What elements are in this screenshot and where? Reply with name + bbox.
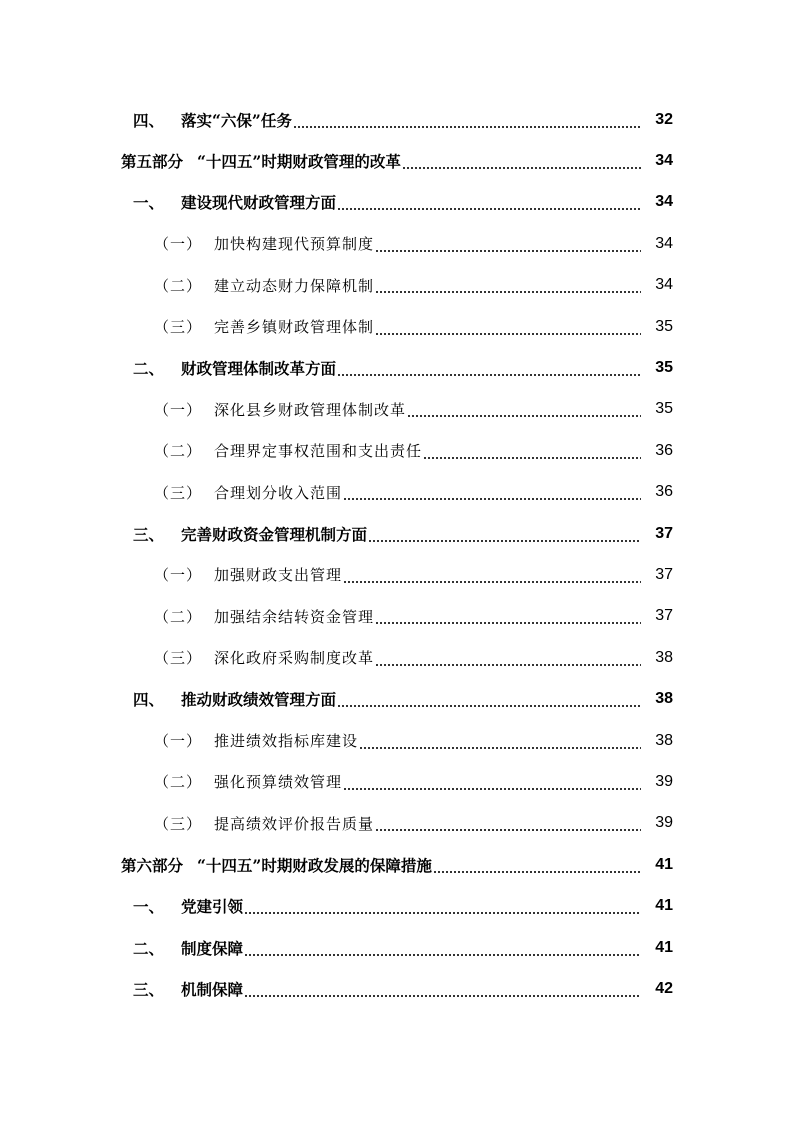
toc-entry-title: 党建引领 bbox=[181, 897, 244, 917]
toc-entry[interactable] bbox=[0, 720, 793, 761]
toc-entry-number: 四、 bbox=[133, 110, 165, 130]
toc-entry[interactable] bbox=[0, 347, 793, 388]
toc-entry-number: （一） bbox=[154, 400, 203, 419]
toc-entry-page: 41 bbox=[655, 855, 673, 873]
toc-entry[interactable] bbox=[0, 844, 793, 885]
toc-entry-title: 合理划分收入范围 bbox=[214, 483, 343, 502]
dot-leader bbox=[402, 156, 641, 170]
toc-entry-page: 34 bbox=[655, 193, 673, 211]
toc-entry[interactable] bbox=[0, 678, 793, 719]
toc-entry-number: 四、 bbox=[133, 690, 165, 710]
dot-leader bbox=[375, 653, 641, 667]
toc-entry-title: “十四五”时期财政发展的保障措施 bbox=[197, 855, 432, 875]
toc-entry-number: （三） bbox=[154, 814, 203, 833]
toc-entry[interactable] bbox=[0, 927, 793, 968]
dot-leader bbox=[375, 280, 641, 294]
toc-entry-number: （一） bbox=[154, 732, 203, 751]
toc-entry-number: 第五部分 bbox=[121, 152, 184, 172]
table-of-contents bbox=[0, 99, 793, 1010]
toc-entry-page: 35 bbox=[655, 359, 673, 377]
dot-leader bbox=[375, 611, 641, 625]
toc-entry-number: 二、 bbox=[133, 938, 165, 958]
toc-entry-title: 加强结余结转资金管理 bbox=[214, 607, 375, 626]
toc-entry-number: 一、 bbox=[133, 193, 165, 213]
toc-entry[interactable] bbox=[0, 637, 793, 678]
toc-entry-page: 34 bbox=[655, 234, 673, 252]
toc-entry[interactable] bbox=[0, 140, 793, 181]
toc-entry-title: 建设现代财政管理方面 bbox=[181, 193, 337, 213]
toc-entry-number: （三） bbox=[154, 318, 203, 337]
toc-entry[interactable] bbox=[0, 223, 793, 264]
toc-entry-page: 36 bbox=[655, 441, 673, 459]
toc-entry-title: 完善财政资金管理机制方面 bbox=[181, 524, 368, 544]
toc-entry-page: 42 bbox=[655, 979, 673, 997]
toc-entry-number: 二、 bbox=[133, 359, 165, 379]
toc-entry[interactable] bbox=[0, 472, 793, 513]
toc-entry-title: 机制保障 bbox=[181, 979, 244, 999]
toc-entry[interactable] bbox=[0, 430, 793, 471]
toc-entry-title: 财政管理体制改革方面 bbox=[181, 359, 337, 379]
toc-entry[interactable] bbox=[0, 389, 793, 430]
toc-entry-title: 强化预算绩效管理 bbox=[214, 773, 343, 792]
toc-entry-title: 落实“六保”任务 bbox=[181, 110, 292, 130]
toc-entry-page: 37 bbox=[655, 607, 673, 625]
dot-leader bbox=[375, 818, 641, 832]
toc-entry-page: 35 bbox=[655, 317, 673, 335]
toc-entry-title: 推进绩效指标库建设 bbox=[214, 732, 359, 751]
toc-entry-page: 34 bbox=[655, 152, 673, 170]
toc-entry-title: 加快构建现代预算制度 bbox=[214, 235, 375, 254]
dot-leader bbox=[423, 446, 641, 460]
dot-leader bbox=[433, 860, 641, 874]
toc-entry[interactable] bbox=[0, 968, 793, 1009]
toc-entry[interactable] bbox=[0, 265, 793, 306]
toc-entry-title: 建立动态财力保障机制 bbox=[214, 276, 375, 295]
toc-entry-page: 41 bbox=[655, 897, 673, 915]
toc-entry-number: （一） bbox=[154, 566, 203, 585]
toc-entry-title: 深化县乡财政管理体制改革 bbox=[214, 400, 407, 419]
toc-entry-page: 37 bbox=[655, 524, 673, 542]
dot-leader bbox=[244, 984, 641, 998]
toc-entry[interactable] bbox=[0, 513, 793, 554]
dot-leader bbox=[244, 943, 641, 957]
toc-entry[interactable] bbox=[0, 554, 793, 595]
toc-entry-title: 合理界定事权范围和支出责任 bbox=[214, 442, 423, 461]
toc-entry[interactable] bbox=[0, 306, 793, 347]
dot-leader bbox=[244, 901, 641, 915]
toc-entry-title: 推动财政绩效管理方面 bbox=[181, 690, 337, 710]
toc-entry[interactable] bbox=[0, 885, 793, 926]
dot-leader bbox=[368, 529, 641, 543]
toc-entry-title: “十四五”时期财政管理的改革 bbox=[197, 152, 401, 172]
toc-entry-page: 38 bbox=[655, 690, 673, 708]
toc-entry-page: 39 bbox=[655, 772, 673, 790]
dot-leader bbox=[343, 570, 641, 584]
dot-leader bbox=[343, 777, 641, 791]
toc-entry-number: （三） bbox=[154, 483, 203, 502]
toc-entry[interactable] bbox=[0, 99, 793, 140]
toc-entry[interactable] bbox=[0, 182, 793, 223]
toc-entry-number: （二） bbox=[154, 442, 203, 461]
toc-entry-number: （二） bbox=[154, 773, 203, 792]
dot-leader bbox=[407, 404, 641, 418]
toc-entry-page: 38 bbox=[655, 731, 673, 749]
dot-leader bbox=[337, 197, 641, 211]
toc-entry-title: 提高绩效评价报告质量 bbox=[214, 814, 375, 833]
dot-leader bbox=[359, 736, 641, 750]
toc-entry-number: （二） bbox=[154, 607, 203, 626]
toc-entry-number: （二） bbox=[154, 276, 203, 295]
toc-entry-title: 深化政府采购制度改革 bbox=[214, 649, 375, 668]
toc-entry-page: 32 bbox=[655, 110, 673, 128]
toc-entry[interactable] bbox=[0, 596, 793, 637]
toc-entry-page: 39 bbox=[655, 814, 673, 832]
dot-leader bbox=[375, 322, 641, 336]
toc-entry-number: 一、 bbox=[133, 897, 165, 917]
dot-leader bbox=[293, 115, 641, 129]
toc-entry[interactable] bbox=[0, 803, 793, 844]
toc-entry-page: 35 bbox=[655, 400, 673, 418]
toc-entry-page: 37 bbox=[655, 565, 673, 583]
toc-entry-number: 三、 bbox=[133, 979, 165, 999]
dot-leader bbox=[337, 363, 641, 377]
toc-entry-page: 34 bbox=[655, 276, 673, 294]
toc-entry-number: （一） bbox=[154, 235, 203, 254]
dot-leader bbox=[343, 487, 641, 501]
toc-entry-page: 41 bbox=[655, 938, 673, 956]
toc-entry-number: 第六部分 bbox=[121, 855, 184, 875]
toc-entry-number: 三、 bbox=[133, 524, 165, 544]
toc-entry[interactable] bbox=[0, 761, 793, 802]
toc-entry-page: 36 bbox=[655, 483, 673, 501]
toc-entry-title: 加强财政支出管理 bbox=[214, 566, 343, 585]
toc-entry-page: 38 bbox=[655, 648, 673, 666]
toc-entry-number: （三） bbox=[154, 649, 203, 668]
dot-leader bbox=[375, 239, 641, 253]
toc-entry-title: 制度保障 bbox=[181, 938, 244, 958]
toc-entry-title: 完善乡镇财政管理体制 bbox=[214, 318, 375, 337]
dot-leader bbox=[337, 694, 641, 708]
